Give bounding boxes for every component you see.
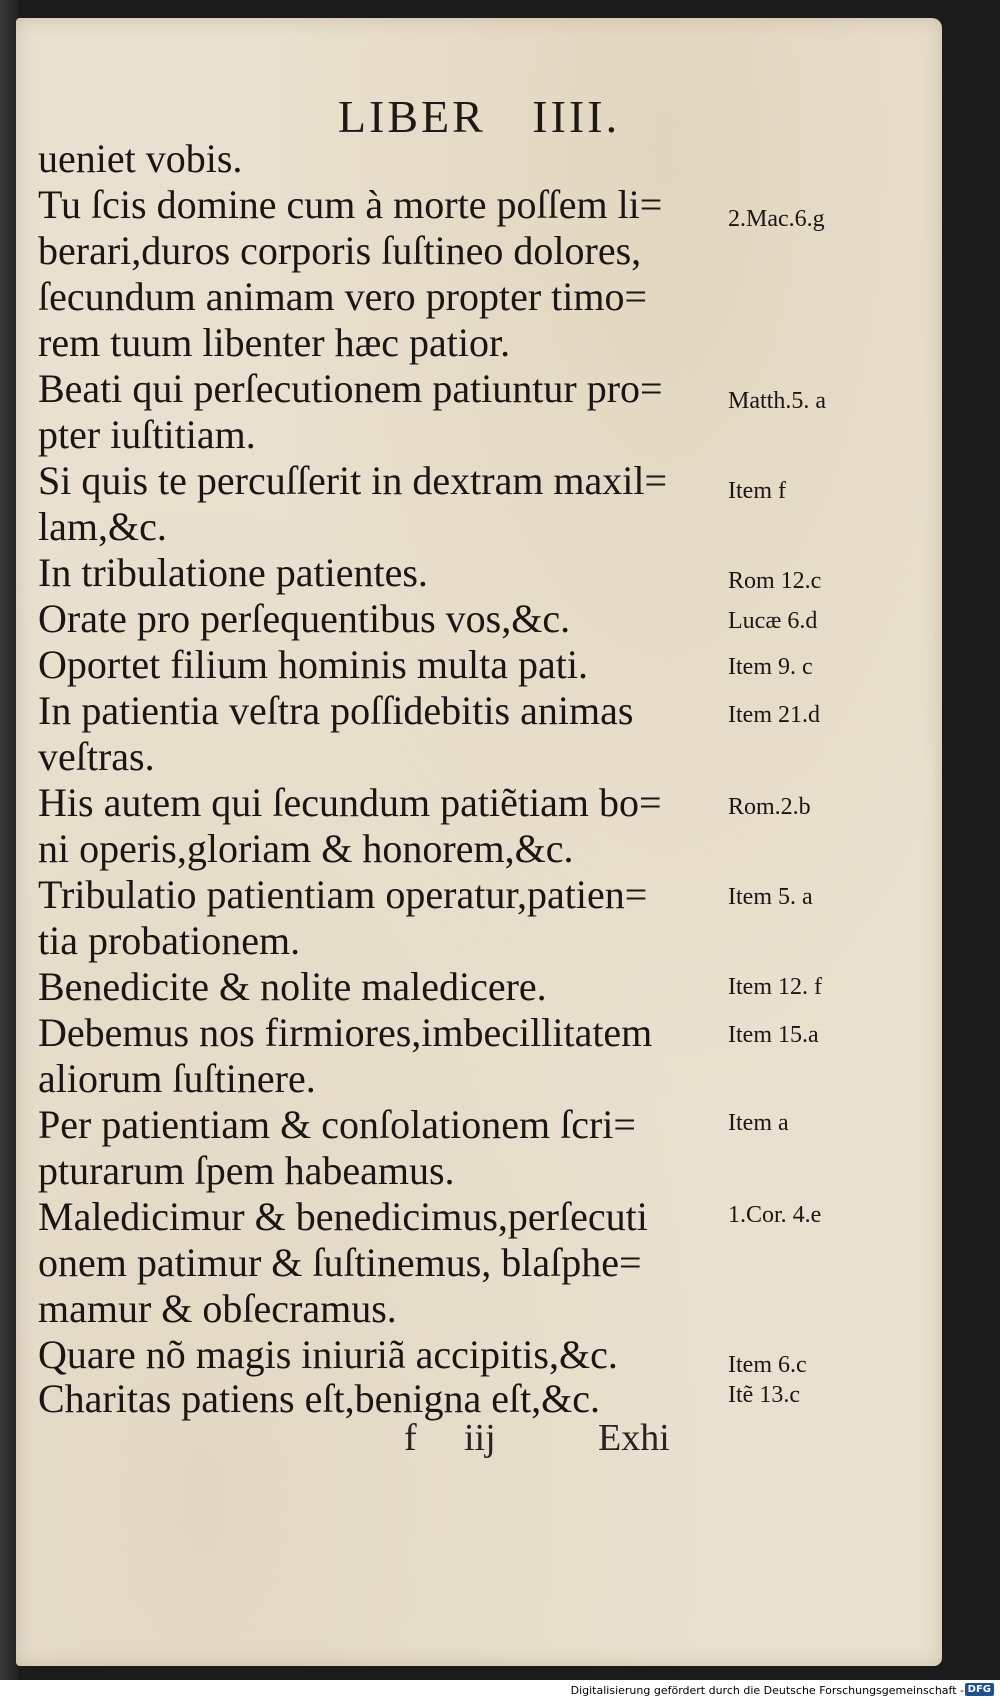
- marginal-reference: Rom 12.c: [728, 568, 822, 594]
- dfg-logo: DFG: [965, 1683, 994, 1696]
- text-line: veſtras.: [38, 734, 155, 779]
- text-line: His autem qui ſecundum patiẽtiam bo=: [38, 780, 662, 825]
- text-line: Si quis te percuſſerit in dextram maxil=: [38, 458, 668, 503]
- marginal-reference: Item 21.d: [728, 702, 820, 728]
- text-line: ni operis,gloriam & honorem,&c.: [38, 826, 574, 871]
- text-line: lam,&c.: [38, 504, 167, 549]
- header-liber: LIBER: [337, 91, 486, 142]
- text-line: Per patientiam & conſolationem ſcri=: [38, 1102, 636, 1147]
- funding-credit: Digitalisierung gefördert durch die Deutsche Forschungsgemeinschaft -: [570, 1684, 964, 1697]
- marginal-reference: Rom.2.b: [728, 794, 811, 820]
- marginal-reference: Lucæ 6.d: [728, 608, 818, 634]
- text-line: onem patimur & ſuſtinemus, blaſphe=: [38, 1240, 642, 1285]
- text-line: In patientia veſtra poſſidebitis animas: [38, 688, 634, 733]
- text-line: Oportet filium hominis multa pati.: [38, 642, 588, 687]
- marginal-reference: Item 12. f: [728, 974, 822, 1000]
- digitization-footer: [0, 1680, 1000, 1703]
- catchword: Exhi: [598, 1417, 670, 1459]
- text-line: berari,duros corporis ſuſtineo dolores,: [38, 228, 642, 273]
- marginal-reference: Item f: [728, 478, 786, 504]
- text-line: In tribulatione patientes.: [38, 550, 428, 595]
- text-line: ſecundum animam vero propter timo=: [38, 274, 648, 319]
- text-line: Tu ſcis domine cum à morte poſſem li=: [38, 182, 663, 227]
- marginal-reference: 1.Cor. 4.e: [728, 1202, 822, 1228]
- text-line: Tribulatio patientiam operatur,patien=: [38, 872, 648, 917]
- marginal-reference: 2.Mac.6.g: [728, 206, 825, 232]
- text-line: ueniet vobis.: [38, 136, 243, 181]
- text-line: rem tuum libenter hæc patior.: [38, 320, 511, 365]
- marginal-reference: Matth.5. a: [728, 388, 826, 414]
- text-line: Maledicimur & benedicimus,perſecuti: [38, 1194, 648, 1239]
- text-line: mamur & obſecramus.: [38, 1286, 397, 1331]
- text-line: pter iuſtitiam.: [38, 412, 256, 457]
- marginal-reference: Item 15.a: [728, 1022, 819, 1048]
- marginal-reference: Item 5. a: [728, 884, 813, 910]
- marginal-reference: Item 9. c: [728, 654, 813, 680]
- text-line: Charitas patiens eſt,benigna eſt,&c.: [38, 1376, 601, 1421]
- signature-mark: f: [404, 1417, 417, 1459]
- text-line: aliorum ſuſtinere.: [38, 1056, 316, 1101]
- header-book-number: IIII.: [532, 91, 621, 142]
- text-line: pturarum ſpem habeamus.: [38, 1148, 455, 1193]
- text-line: Beati qui perſecutionem patiuntur pro=: [38, 366, 663, 411]
- text-line: Quare nõ magis iniuriã accipitis,&c.: [38, 1332, 618, 1377]
- text-line: Benedicite & nolite maledicere.: [38, 964, 547, 1009]
- signature-number: iij: [464, 1417, 496, 1459]
- marginal-reference: Item a: [728, 1110, 789, 1136]
- text-line: tia probationem.: [38, 918, 301, 963]
- marginal-reference: Itẽ 13.c: [728, 1382, 800, 1408]
- text-line: Orate pro perſequentibus vos,&c.: [38, 596, 571, 641]
- text-line: Debemus nos firmiores,imbecillitatem: [38, 1010, 653, 1055]
- marginal-reference: Item 6.c: [728, 1352, 807, 1378]
- book-page: [16, 18, 942, 1666]
